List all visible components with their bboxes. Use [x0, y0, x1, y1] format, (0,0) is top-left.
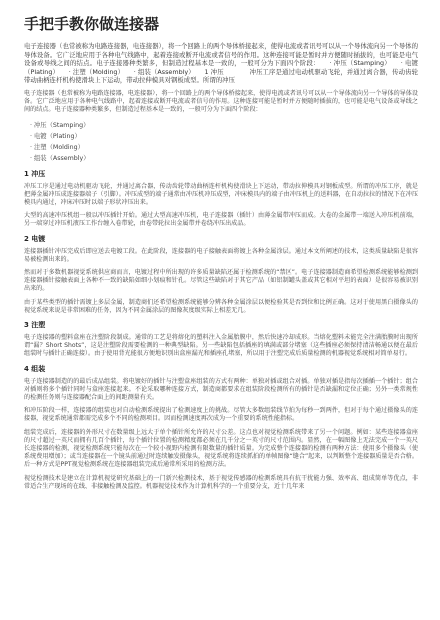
stage-item: · 冲压（Stamping） — [30, 121, 90, 129]
stage-item: · 电镀（Plating） — [30, 132, 81, 140]
section-paragraph: 组装完成后，连接器的外形尺寸在数量级上远大于单个插针所允许的尺寸公差。这点也对视觉检测系统带来了另一个问题。例如：某些连接器盒座的尺寸超过一英尺而拥有几百个插针，每个插针位置的检测精度都必须在几千分之一英寸的尺寸范围内。显然，在一幅图像上无法完成一个一英尺长连接器的检测，视觉检测系统只能每次在一个较小视野内检测有限数量的插针质量。为完成整个连接器的检测有两种方法：使用多个摄像头（使系统费用增加）；或当连接器在一个镜头前通过时连续触发摄像头，视觉系统将连续抓拍的单帧图像“缝合”起来，以判断整个连接器质量是否合格。后一种方式是PPT视觉检测系统在连接器组装完成后通常所采用的检测方法。 — [24, 428, 418, 469]
body-intro-paragraph: 电子连接器（也常被称为电路连接器，电连接器），将一个回路上的两个导体桥接起来，使得电流或者讯号可以从一个导体流向另一个导体的导体设备。它广泛地应用于各种电气线路中，起着连接或断开电流或者信号的作用。这种连接可能是暂时并方便随时插拔的，也可能是电气设备或导线之间的结点。电子连接器种类繁多，但制造过程基本是一致的，一般可分为下面四个阶段： — [24, 89, 418, 114]
stage-list — [24, 120, 418, 164]
section-paragraph: 大型的高速冲压机组一般以冲压插针开始。通过大型高速冲压机，电子连接器（插针）由薄金属带冲压而成。大卷的金属带一端送入冲压机前端，另一端穿过冲压机液压工作台缠入卷带轮，由卷带轮拉出金属带并卷绕冲压出成品。 — [24, 212, 418, 228]
section-heading-stamping: 1 冲压 — [24, 169, 46, 178]
section-heading-assembly: 4 组装 — [24, 364, 46, 373]
section-paragraph: 由于某些类型的插针需镀上多层金属，制造商们还希望检测系统能够分辨各种金属涂层以便检验其是否到位和比例正确。这对于使用黑白摄像头的视觉系统来说是非常困难的任务，因为不同金属涂层的图像灰度级实际上相差无几。 — [24, 298, 418, 314]
section-heading-molding: 3 注塑 — [24, 321, 46, 330]
section-paragraph: 视觉检测技术是建立在计算机视觉研究基础上的一门新兴检测技术，基于视觉传感器的检测系统具有抗干扰能力强、效率高、组成简单等优点，非常适合生产现场的在线、非接触检测及监控。机器视觉技术作为计算机科学的一个重要分支，近十几年来 — [24, 474, 418, 490]
section-paragraph: 冲压工序是通过电动机驱动飞轮，并通过离合器，传动齿轮带动曲柄连杆机构使滑块上下运动，带动拉伸模具对钢板成型。所谓的冲压工序，就是把薄金属冲压成连接器端子（引脚）。冲压成型的端子通常由冲压机冲压成型，冲床模具内的端子由冲压机上的送料器，在自动拉拉的情况下在冲压模具内通过，冲床冲压时以端子形状冲压出来。 — [24, 182, 418, 206]
section-heading-plating: 2 电镀 — [24, 234, 46, 243]
section-paragraph: 然而对于多数机器视觉系统供应商而言，电镀过程中所出现的许多质量缺陷还属于检测系统的“禁区”。电子连接器制造商希望检测系统能够检测到连接器插针接触表面上各种不一致的缺陷如细小划痕和针孔。尽管这些缺陷对于其它产品（如铝制罐头盖或其它相对平坦的表面）是很容易被识别出来的。 — [24, 269, 418, 293]
stage-item: · 注塑（Molding） — [30, 143, 84, 151]
section-paragraph: 电子连接器制造的的最后成品组装。将电镀好的插针与注塑盒座组装的方式有两种：单独对插或组合对插。单独对插是指每次插插一个插针；组合对插则将多个插针同时与盒座连接起来。不论采取哪种连接方式，制造商都要求在组装阶段检测所有的插针是否缺漏和定位正确；另外一类常规性的检测任务则与连接器配合面上的间距测量有关。 — [24, 377, 418, 402]
stage-item: · 组装（Assembly） — [30, 154, 90, 162]
intro-paragraph: 电子连接器（也常被称为电路连接器，电连接器），将一个回路上的两个导体桥接起来，使得电流或者讯号可以从一个导体流向另一个导体的导体设备。它广泛地应用于各种电气线路中，起着连接或断开电流或者信号的作用。这种连接可能是暂时并方便随时插拔的，也可能是电气设备或导线之间的结点。电子连接器种类繁多，但制造过程基本是一致的，一般可分为下面四个阶段： · 冲压（Stamping） · 电镀（Plating） · 注塑（Molding） · 组装（Assembly） 1 冲压 冲压工序是通过电动机驱动飞轮，并通过离合器，传动齿轮带动曲柄连杆机构使滑块上下运动，带动拉伸模具对钢板成型。所谓的冲压 — [24, 42, 418, 85]
section-paragraph: 和冲压阶段一样，连接器的组装也对自动检测系统提出了检测速度上的挑战。尽管大多数组装线节拍为每秒一到两件，但对于每个通过摄像头的连接器，视觉系统通常都需完成多个不同的检测项目。因而检测速度再次成为一个重要的系统性能指标。 — [24, 407, 418, 423]
section-paragraph: 电子连接器的塑料盒座在注塑阶段制成。通常的工艺是将熔化的塑料注入金属胎膜中，然后快速冷却成形。当熔化塑料未能完全注满胎膜时出现所谓“漏？Short Shots”，这是注塑阶段需要检测的一种典型缺陷。另一些缺陷包括插座的填满或部分堵塞（这些插座必须保持清洁畅通以便在最后组装时与插针正确连接）。由于使用背光能很方便地识别出盒座漏光和插座孔堵塞，所以用于注塑完成后质量检测的机器视觉系统相对简单易行。 — [24, 334, 418, 358]
intro-block — [24, 42, 418, 85]
article-title: 手把手教你做连接器 — [24, 15, 160, 33]
section-paragraph: 连接器插针冲压完成后即应送去电镀工段。在此阶段，连接器的电子接触表面将镀上各种金属涂层。通过本文所阐述的技术，这类质量缺陷是很容易被检测出来的。 — [24, 247, 418, 263]
